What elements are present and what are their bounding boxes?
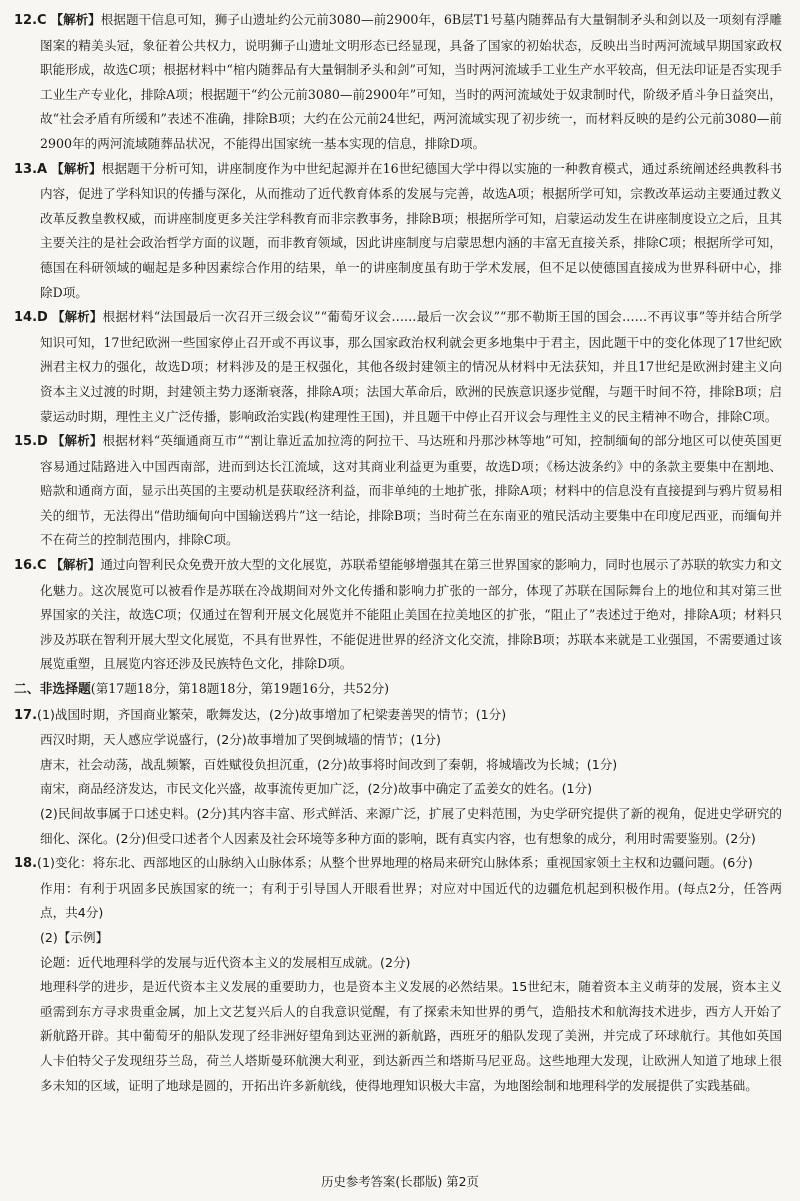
analysis-tag: 【解析】	[50, 12, 101, 27]
question-14	[14, 305, 782, 429]
section-heading	[14, 677, 782, 703]
analysis-tag: 【解析】	[52, 433, 103, 449]
answer-letter: D	[37, 310, 48, 326]
analysis-tag: 【解析】	[50, 557, 101, 573]
question-17	[14, 703, 782, 852]
analysis-tag: 【解析】	[52, 309, 103, 325]
analysis-tag: 【解析】	[51, 160, 102, 176]
question-18	[14, 851, 782, 1098]
analysis-text: 根据材料“法国最后一次召开三级会议”“葡萄牙议会……最后一次会议”“那不勒斯王国的国会……不再议事”等并结合所学知识可知，17世纪欧洲一些国家停止召开或不再议事，那么国家政治权利就会更多地集中于君主，因此题干中的变化体现了17世纪欧洲君主权力的强化，故选D项；材料涉及的是王权强化，其他各级封建领主的情况从材料中无法获知，并且17世纪是欧洲封建主义向资本主义过渡的时期，封建领主势力逐渐衰落，排除A项；法国大革命后，欧洲的民族意识逐步觉醒，与题干时间不符，排除B项；启蒙运动时期，理性主义广泛传播，影响政治实践(构建理性王国)，并且题干中停止召开议会与理性主义的民主精神不吻合，排除C项。	[40, 309, 783, 424]
question-number: 18.	[14, 856, 38, 872]
question-number: 17.	[14, 707, 38, 723]
question-13	[14, 157, 782, 306]
answer-line: 西汉时期，天人感应学说盛行，(2分)故事增加了哭倒城墙的情节；(1分)	[40, 732, 441, 748]
answer-line: 作用：有利于巩固多民族国家的统一；有利于引导国人开眼看世界；对应对中国近代的边疆危机起到积极作用。(每点2分，任答两点，共4分)	[40, 880, 782, 921]
answer-letter: A	[37, 161, 48, 177]
answer-line: 论题：近代地理科学的发展与近代资本主义的发展相互成就。(2分)	[40, 954, 411, 970]
question-16	[14, 553, 782, 677]
analysis-text: 通过向智利民众免费开放大型的文化展览，苏联希望能够增强其在第三世界国家的影响力，同时也展示了苏联的软实力和文化魅力。这次展览可以被看作是苏联在冷战期间对外文化传播和影响力扩张的一部分，体现了苏联在国际舞台上的地位和其对第三世界国家的关注，故选C项；仅通过在智利开展文化展览并不能阻止美国在拉美地区的扩张，“阻止了”表述过于绝对，排除A项；材料只涉及苏联在智利开展大型文化展览，不具有世界性，不能促进世界的经济文化交流，排除B项；苏联本来就是工业强国，不需要通过该展览重塑，且展览内容还涉及民族特色文化，排除D项。	[40, 557, 783, 672]
question-number: 15.	[14, 434, 38, 450]
analysis-text: 根据材料“英缅通商互市”“割让靠近孟加拉湾的阿拉干、马达班和丹那沙林等地”可知，控制缅甸的部分地区可以使英国更容易通过陆路进入中国西南部，进而到达长江流域，这对其商业利益更为重要，故选D项；《杨达波条约》中的条款主要集中在割地、赔款和通商方面，显示出英国的主要动机是获取经济利益，而非单纯的土地扩张，排除A项；材料中的信息没有直接提到与鸦片贸易相关的细节，无法得出“借助缅甸向中国输送鸦片”这一结论，排除B项；当时荷兰在东南亚的殖民活动主要集中在印度尼西亚，而缅甸并不在荷兰的控制范围内，排除C项。	[40, 433, 782, 548]
section-note: (第17题18分，第18题18分，第19题16分，共52分)	[90, 681, 390, 697]
answer-letter: C	[37, 13, 47, 28]
answer-letter: C	[37, 558, 47, 574]
question-number: 13.	[14, 161, 38, 177]
answer-line: 地理科学的进步，是近代资本主义发展的重要助力，也是资本主义发展的必然结果。15世纪末，随着资本主义萌芽的发展，资本主义亟需到东方寻求贵重金属，加上文艺复兴后人的自我意识觉醒，有了探索未知世界的勇气，造船技术和航海技术进步，西方人开始了新航路开辟。其中葡萄牙的船队发现了经非洲好望角到达亚洲的新航路，西班牙的船队发现了美洲，并完成了环球航行。其他如英国人卡伯特父子发现纽芬兰岛，荷兰人塔斯曼环航澳大利亚，到达新西兰和塔斯马尼亚岛。这些地理大发现，让欧洲人知道了地球上很多未知的区域，证明了地球是圆的，开拓出许多新航线，使得地理知识极大丰富，为地图绘制和地理科学的发展提供了实践基础。	[40, 979, 782, 1093]
question-12	[14, 8, 782, 157]
question-15	[14, 429, 782, 553]
analysis-text: 根据题干信息可知，狮子山遗址约公元前3080—前2900年，6B层T1号墓内随葬品有大量铜制矛头和剑以及一项刻有浮雕图案的精美头冠，象征着公共权力，说明狮子山遗址文明形态已经显现，具备了国家的初始状态，反映出当时两河流域早期国家政权职能形成，故选C项；根据材料中“棺内随葬品有大量铜制矛头和剑”可知，当时两河流域手工业生产水平较高，但无法印证是否实现手工业生产专业化，排除A项；根据题干“约公元前3080—前2900年”可知，当时的两河流域处于奴隶制时代，阶级矛盾斗争日益突出，故“社会矛盾有所缓和”表述不准确，排除B项；大约在公元前24世纪，两河流域实现了初步统一，而材料反映的是约公元前3080—前2900年的两河流域随葬品状况，不能得出国家统一基本实现的信息，排除D项。	[40, 12, 782, 151]
answer-line: 南宋，商品经济发达，市民文化兴盛，故事流传更加广泛，(2分)故事中确定了孟姜女的姓名。(1分)	[40, 781, 593, 797]
section-title: 二、非选择题	[14, 682, 91, 698]
answer-line: (2)【示例】	[40, 929, 109, 945]
analysis-text: 根据题干分析可知，讲座制度作为中世纪起源并在16世纪德国大学中得以实施的一种教育模式，通过系统阐述经典教科书内容，促进了学科知识的传播与深化，从而推动了近代教育体系的发展与完善，故选A项；根据所学可知，宗教改革运动主要通过教义改革反教皇教权威，而讲座制度更多关注学科教育而非宗教事务，排除B项；根据所学可知，启蒙运动发生在讲座制度设立之后，且其主要关注的是社会政治哲学方面的议题，而非教育领域，因此讲座制度与启蒙思想内涵的丰富无直接关系，排除C项；根据所学可知，德国在科研领域的崛起是多种因素综合作用的结果，单一的讲座制度虽有助于学术发展，但不足以使德国直接成为世界科研中心，排除D项。	[40, 160, 782, 300]
question-number: 16.	[14, 558, 38, 574]
page-footer: 历史参考答案(长郡版) 第2页	[321, 1174, 479, 1189]
question-number: 12.	[14, 13, 38, 28]
question-number: 14.	[14, 310, 38, 326]
answer-line: (1)变化：将东北、西部地区的山脉纳入山脉体系；从整个世界地理的格局来研究山脉体系；重视国家领土主权和边疆问题。(6分)	[37, 855, 753, 871]
answer-line: (1)战国时期，齐国商业繁荣，歌舞发达，(2分)故事增加了杞梁妻善哭的情节；(1分)	[37, 706, 507, 722]
answer-letter: D	[37, 434, 48, 450]
answer-line: (2)民间故事属于口述史料。(2分)其内容丰富、形式鲜活、来源广泛，扩展了史料范围，为史学研究提供了新的视角，促进史学研究的细化、深化。(2分)但受口述者个人因素及社会环境等多种方面的影响，既有真实内容，也有想象的成分，利用时需要鉴别。(2分)	[40, 806, 782, 846]
answer-line: 唐末，社会动荡，战乱频繁，百姓赋役负担沉重，(2分)故事将时间改到了秦朝，将城墙改为长城；(1分)	[40, 756, 618, 772]
